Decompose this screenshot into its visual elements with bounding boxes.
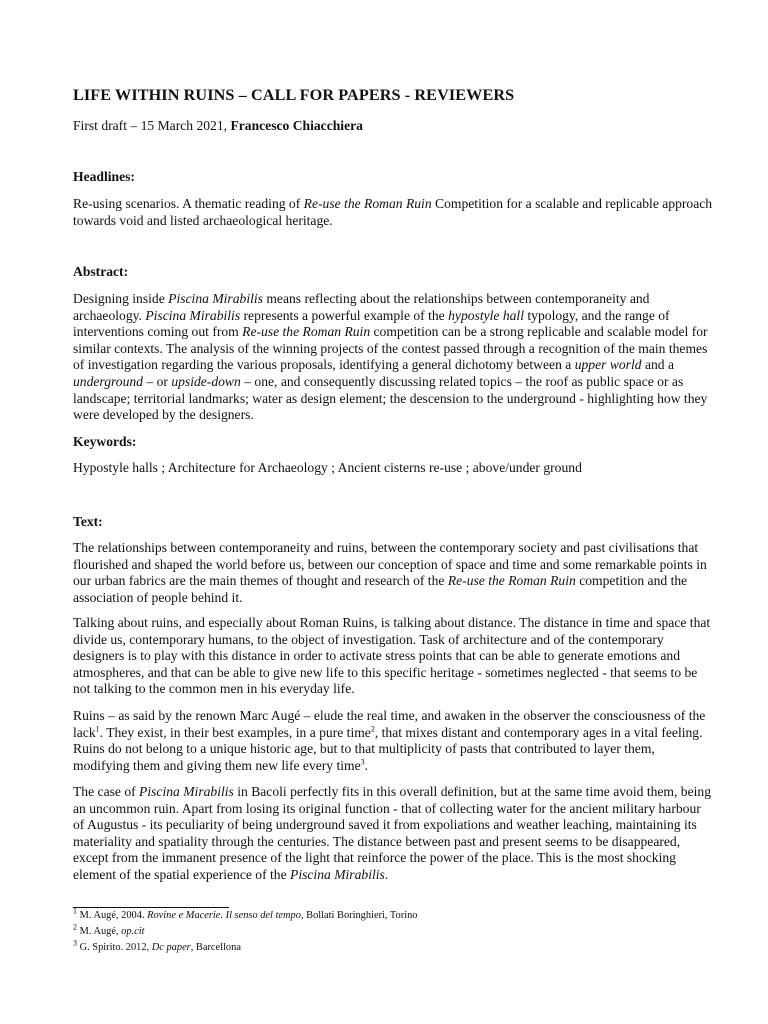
footnote-3: $^3$ G. Spirito. 2012, Dc paper, Barcellona: [73, 938, 241, 953]
document-title: LIFE WITHIN RUINS – CALL FOR PAPERS - REVIEWERS: [73, 86, 515, 104]
draft-date: First draft – 15 March 2021,: [73, 118, 231, 133]
text-paragraph-3: Ruins – as said by the renown Marc Augé – elude the real time, and awaken in the observer the consciousness of the lack$^1$. They exist, in their best examples, in a pure time$^2$, that mixes distant and contemporary ages in a vital feeling. Ruins do not belong to a unique historic age, but to that multiplicity of pasts that contributed to layer them, modifying them and giving them new life every time$^3$.: [73, 708, 706, 773]
author-name: Francesco Chiacchiera: [230, 118, 363, 133]
footnote-ref-3: 3: [360, 757, 365, 767]
footnote-ref-2: 2: [370, 724, 375, 734]
headlines-heading: Headlines:: [73, 169, 135, 184]
text-paragraph-1: The relationships between contemporaneity and ruins, between the contemporary society and past civilisations that flourished and shaped the world before us, between our conception of space and time and some remarkable points in our urban fabrics are the main themes of thought and research of the Re-use the Roman Ruin competition and the association of people behind it.: [73, 540, 707, 605]
text-heading: Text:: [73, 514, 103, 529]
abstract-paragraph: Designing inside Piscina Mirabilis means reflecting about the relationships between contemporaneity and archaeology. Piscina Mirabilis represents a powerful example of the hypostyle hall typology, and the range of interventions coming out from Re-use the Roman Ruin competition can be a strong replicable and scalable model for similar contexts. The analysis of the winning projects of the contest passed through a recognition of the main themes of investigation regarding the various proposals, identifying a general dichotomy between a upper world and a underground – or upside-down – one, and consequently discussing related topics – the roof as public space or as landscape; territorial landmarks; water as design element; the descension to the underground - highlighting how they were developed by the designers.: [73, 291, 708, 423]
abstract-heading: Abstract:: [73, 264, 129, 279]
headlines-paragraph: Re-using scenarios. A thematic reading of Re-use the Roman Ruin Competition for a scalable and replicable approach towards void and listed archaeological heritage.: [73, 196, 713, 228]
footnote-divider: [73, 907, 229, 908]
footnote-2: $^2$ M. Augé, op.cit: [73, 922, 145, 937]
draft-line: [73, 118, 363, 134]
footnote-1: $^1$ M. Augé, 2004. Rovine e Macerie. Il senso del tempo, Bollati Boringhieri, Torino: [73, 906, 418, 921]
footnote-ref-1: 1: [95, 724, 100, 734]
keywords-text: Hypostyle halls ; Architecture for Archaeology ; Ancient cisterns re-use ; above/under ground: [73, 460, 582, 475]
text-paragraph-4: The case of Piscina Mirabilis in Bacoli perfectly fits in this overall definition, but at the same time avoid them, being an uncommon ruin. Apart from losing its original function - that of collecting water for the ancient military harbour of Augustus - its peculiarity of being underground saved it from expoliations and weather leaching, maintaining its materiality and spatiality through the centuries. The distance between past and present seems to be disappeared, except from the immanent presence of the light that reinforce the power of the place. This is the most shocking element of the spatial experience of the Piscina Mirabilis.: [73, 784, 712, 882]
text-paragraph-2: Talking about ruins, and especially about Roman Ruins, is talking about distance. The distance in time and space that divide us, contemporary humans, to the object of investigation. Task of architecture and of the contemporary designers is to play with this distance in order to activate stress points that can be able to generate emotions and atmospheres, and that can be able to give new life to this specific heritage - sometimes neglected - that seems to be not talking to the common men in his everyday life.: [73, 615, 711, 697]
keywords-heading: Keywords:: [73, 434, 137, 449]
